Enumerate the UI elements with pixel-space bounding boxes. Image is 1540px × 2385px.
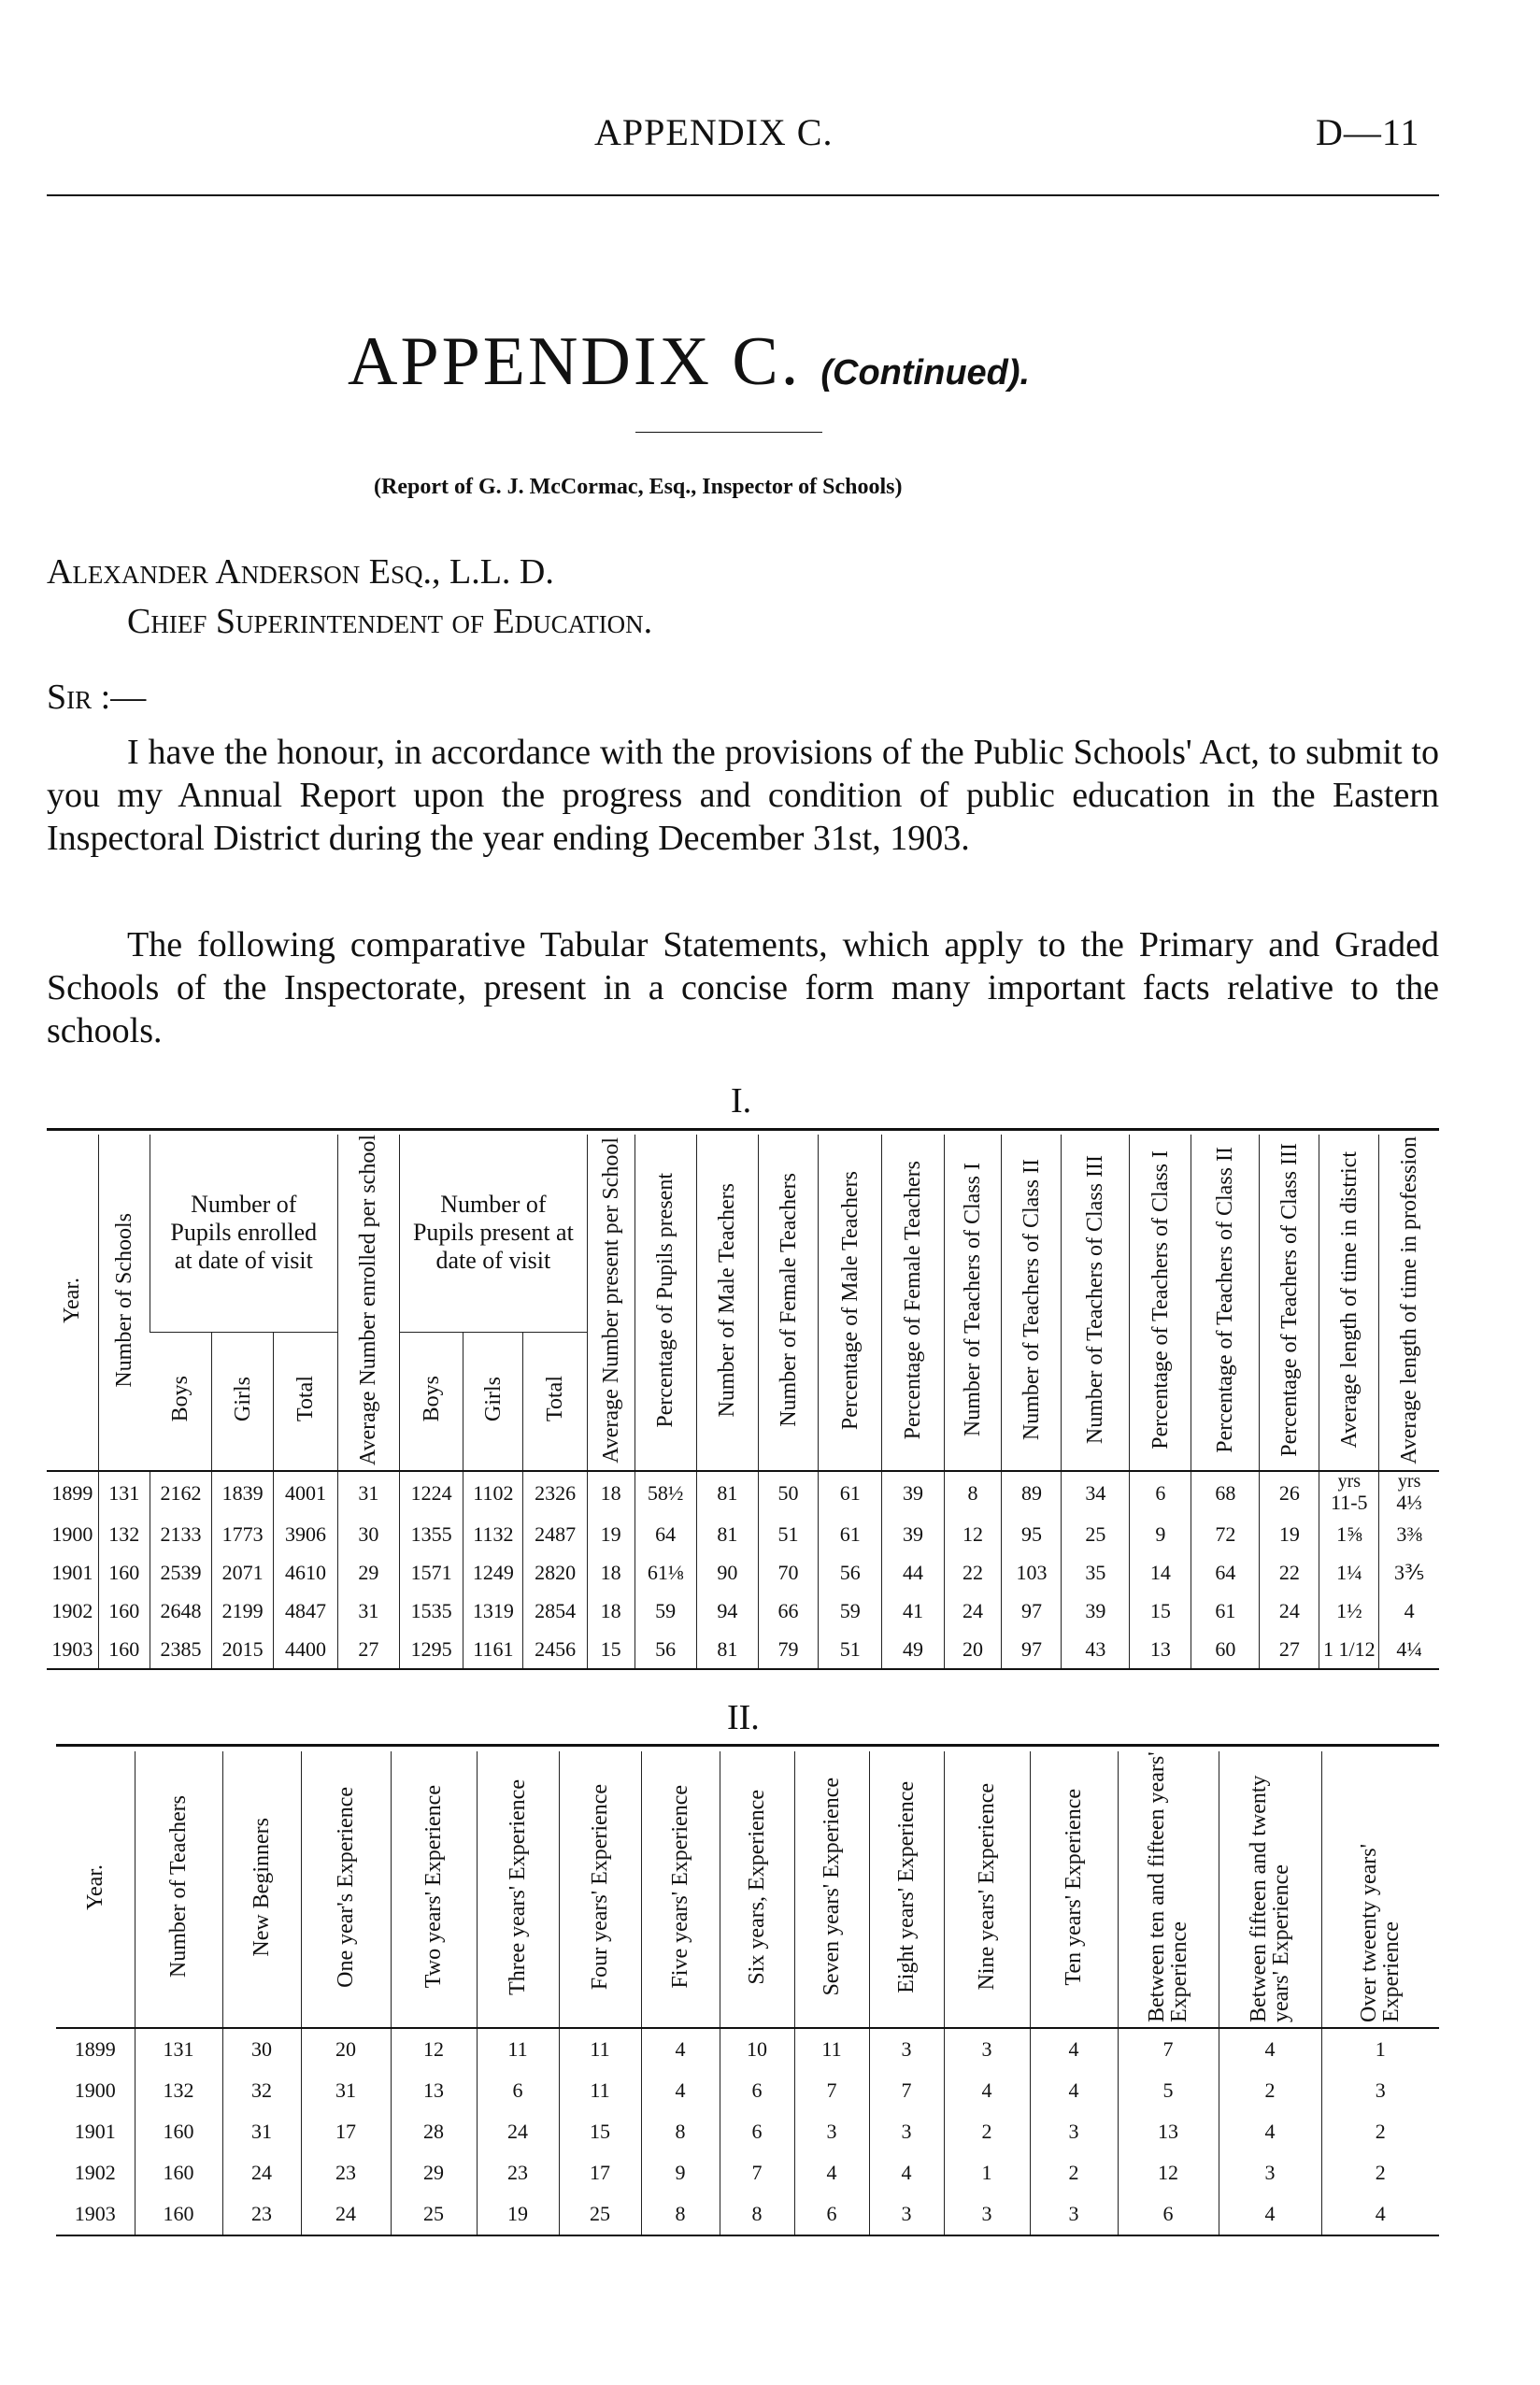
table-cell: 6 xyxy=(1130,1471,1191,1515)
table-cell: 18 xyxy=(587,1592,635,1630)
table-cell: 131 xyxy=(135,2028,222,2070)
table-cell: 1½ xyxy=(1319,1592,1379,1630)
table-row xyxy=(56,2193,1439,2235)
table-cell: 19 xyxy=(587,1515,635,1553)
table1 xyxy=(47,1135,1439,1670)
table-cell: 11 xyxy=(794,2028,869,2070)
table-cell: 3 xyxy=(869,2111,944,2152)
table-cell: 2854 xyxy=(523,1592,587,1630)
table-cell: 72 xyxy=(1191,1515,1260,1553)
title-continued: (Continued). xyxy=(820,353,1031,393)
table-cell: 2 xyxy=(1030,2152,1118,2193)
table-row xyxy=(47,1515,1439,1553)
title-main: APPENDIX C. xyxy=(348,323,802,400)
table1-top-rule xyxy=(47,1128,1439,1131)
table-cell: 39 xyxy=(1062,1592,1130,1630)
table-cell: 24 xyxy=(944,1592,1002,1630)
table-cell: 2385 xyxy=(150,1630,211,1669)
table-cell: 24 xyxy=(477,2111,559,2152)
table-cell: 4400 xyxy=(274,1630,337,1669)
table-cell: 17 xyxy=(559,2152,641,2193)
th-enrolled-total: Total xyxy=(274,1332,337,1471)
table-cell: 12 xyxy=(391,2028,477,2070)
table-cell: 4 xyxy=(1379,1592,1439,1630)
table-cell: 14 xyxy=(1130,1553,1191,1592)
table-cell: 2 xyxy=(1321,2111,1439,2152)
th-class3: Number of Teachers of Class III xyxy=(1062,1135,1130,1471)
table-row xyxy=(56,2152,1439,2193)
column-header: Four years' Experience xyxy=(559,1751,641,2028)
table-cell: 3⅜ xyxy=(1379,1515,1439,1553)
table-cell: 1319 xyxy=(463,1592,523,1630)
table-cell: 28 xyxy=(391,2111,477,2152)
table-cell: 160 xyxy=(98,1630,150,1669)
th-pct-present: Percentage of Pupils present xyxy=(635,1135,696,1471)
table-cell: 64 xyxy=(635,1515,696,1553)
th-present-total: Total xyxy=(523,1332,587,1471)
table-cell: 2 xyxy=(944,2111,1030,2152)
table-cell: 5 xyxy=(1118,2070,1219,2111)
table-cell: 50 xyxy=(759,1471,819,1515)
table-cell: 4 xyxy=(641,2028,720,2070)
table-cell: 1902 xyxy=(74,2161,116,2184)
table-cell: 3 xyxy=(1030,2193,1118,2235)
table-cell: 13 xyxy=(1118,2111,1219,2152)
column-header: Between ten and fifteen years' Experience xyxy=(1118,1751,1219,2028)
table-cell: 132 xyxy=(135,2070,222,2111)
table-cell: 4 xyxy=(1030,2028,1118,2070)
table-cell: 2199 xyxy=(212,1592,274,1630)
table-cell: 22 xyxy=(944,1553,1002,1592)
th-group-present: Number of Pupils present at date of visit xyxy=(399,1135,587,1332)
table-cell: 79 xyxy=(759,1630,819,1669)
report-subtitle: (Report of G. J. McCormac, Esq., Inspector of Schools) xyxy=(374,475,903,499)
table-cell: 3 xyxy=(944,2193,1030,2235)
table-cell: 131 xyxy=(98,1471,150,1515)
table-cell: 32 xyxy=(222,2070,301,2111)
title-rule xyxy=(635,432,822,433)
table-cell: 3 xyxy=(1219,2152,1321,2193)
table-cell: 23 xyxy=(477,2152,559,2193)
table-cell: 1900 xyxy=(74,2078,116,2102)
table-cell: 2071 xyxy=(212,1553,274,1592)
table-cell: 39 xyxy=(882,1515,944,1553)
column-header: Nine years' Experience xyxy=(944,1751,1030,2028)
table-cell: 58½ xyxy=(635,1471,696,1515)
column-header: Three years' Experience xyxy=(477,1751,559,2028)
table-cell: 29 xyxy=(391,2152,477,2193)
table-cell: 4847 xyxy=(274,1592,337,1630)
table-cell: 4 xyxy=(1219,2193,1321,2235)
th-present-girls: Girls xyxy=(463,1332,523,1471)
table-cell: 61 xyxy=(819,1515,882,1553)
table-cell: 1132 xyxy=(463,1515,523,1553)
table2-label: II. xyxy=(727,1698,760,1737)
table-row xyxy=(47,1471,1439,1515)
table-cell: 6 xyxy=(794,2193,869,2235)
table-cell: 13 xyxy=(1130,1630,1191,1669)
column-header: Over tweenty years' Experience xyxy=(1321,1751,1439,2028)
table-cell: 13 xyxy=(391,2070,477,2111)
table1-label: I. xyxy=(731,1081,752,1121)
table-cell: 17 xyxy=(301,2111,391,2152)
table-cell: 34 xyxy=(1062,1471,1130,1515)
table-cell: 3 xyxy=(794,2111,869,2152)
table-cell: 15 xyxy=(1130,1592,1191,1630)
table-cell: 2820 xyxy=(523,1553,587,1592)
table-cell: 3 xyxy=(869,2193,944,2235)
column-header: Number of Teachers xyxy=(135,1751,222,2028)
th-enrolled-girls: Girls xyxy=(212,1332,274,1471)
table-cell: 20 xyxy=(944,1630,1002,1669)
table-cell: 68 xyxy=(1191,1471,1260,1515)
table-cell: 4 xyxy=(1030,2070,1118,2111)
table-cell: 1¼ xyxy=(1319,1553,1379,1592)
table-cell: 1249 xyxy=(463,1553,523,1592)
table-cell: 44 xyxy=(882,1553,944,1592)
th-male: Number of Male Teachers xyxy=(696,1135,758,1471)
table-cell: 27 xyxy=(1260,1630,1319,1669)
table-cell: 3 xyxy=(944,2028,1030,2070)
th-avg-enrolled: Average Number enrolled per school xyxy=(337,1135,399,1471)
table-cell: 1902 xyxy=(51,1598,93,1622)
table-cell: 24 xyxy=(1260,1592,1319,1630)
column-header: Eight years' Experience xyxy=(869,1751,944,2028)
table-cell: 19 xyxy=(1260,1515,1319,1553)
addressee-title: Chief Superintendent of Education. xyxy=(127,602,653,641)
table-cell: 3⅗ xyxy=(1379,1553,1439,1592)
th-pct-female: Percentage of Female Teachers xyxy=(882,1135,944,1471)
table-cell: 4 xyxy=(794,2152,869,2193)
table-cell: 31 xyxy=(222,2111,301,2152)
table-cell: 60 xyxy=(1191,1630,1260,1669)
table-cell: 2133 xyxy=(150,1515,211,1553)
table-cell: 4 xyxy=(1219,2028,1321,2070)
th-group-enrolled: Number of Pupils enrolled at date of visit xyxy=(150,1135,337,1332)
table-cell: 2015 xyxy=(212,1630,274,1669)
table-cell: 160 xyxy=(135,2152,222,2193)
th-pct-class2: Percentage of Teachers of Class II xyxy=(1191,1135,1260,1471)
table-cell: 7 xyxy=(720,2152,794,2193)
table-cell: 103 xyxy=(1002,1553,1062,1592)
th-female: Number of Female Teachers xyxy=(759,1135,819,1471)
table-cell: 2 xyxy=(1219,2070,1321,2111)
table-cell: 31 xyxy=(301,2070,391,2111)
table-cell: 97 xyxy=(1002,1592,1062,1630)
table-cell: 25 xyxy=(391,2193,477,2235)
table-cell: 11 xyxy=(477,2028,559,2070)
table-cell: 9 xyxy=(1130,1515,1191,1553)
table-cell: 4610 xyxy=(274,1553,337,1592)
table-cell: 15 xyxy=(587,1630,635,1669)
table-cell: 1899 xyxy=(51,1481,93,1506)
th-class1: Number of Teachers of Class I xyxy=(944,1135,1002,1471)
table-cell: 2456 xyxy=(523,1630,587,1669)
table-cell: 160 xyxy=(98,1553,150,1592)
table-cell: 41 xyxy=(882,1592,944,1630)
table-cell: 30 xyxy=(337,1515,399,1553)
table-cell: 160 xyxy=(135,2111,222,2152)
table-cell: 3 xyxy=(1030,2111,1118,2152)
table-cell: 81 xyxy=(696,1630,758,1669)
table-cell: 1224 xyxy=(399,1471,463,1515)
table-cell: 25 xyxy=(559,2193,641,2235)
table-cell: 2162 xyxy=(150,1471,211,1515)
column-header: New Beginners xyxy=(222,1751,301,2028)
table-cell: 160 xyxy=(135,2193,222,2235)
table-cell: 6 xyxy=(1118,2193,1219,2235)
table-row xyxy=(56,2111,1439,2152)
table-cell: 4 xyxy=(1219,2111,1321,2152)
table-cell: 12 xyxy=(944,1515,1002,1553)
table-cell: 1571 xyxy=(399,1553,463,1592)
table-cell: 12 xyxy=(1118,2152,1219,2193)
table-cell: 1⅝ xyxy=(1319,1515,1379,1553)
table-cell: 19 xyxy=(477,2193,559,2235)
table-cell: 3 xyxy=(869,2028,944,2070)
table-cell: 1903 xyxy=(74,2202,116,2225)
table-cell: 1773 xyxy=(212,1515,274,1553)
table-cell: 4001 xyxy=(274,1471,337,1515)
table-cell: 49 xyxy=(882,1630,944,1669)
table-cell: 1535 xyxy=(399,1592,463,1630)
table-cell: 25 xyxy=(1062,1515,1130,1553)
table-cell: 11 xyxy=(559,2070,641,2111)
table-cell: 61 xyxy=(819,1471,882,1515)
table-row xyxy=(47,1553,1439,1592)
th-enrolled-boys: Boys xyxy=(150,1332,211,1471)
table-cell: 8 xyxy=(944,1471,1002,1515)
table-cell: 51 xyxy=(759,1515,819,1553)
page-number: D—11 xyxy=(1316,111,1420,153)
table-cell: 11 xyxy=(559,2028,641,2070)
column-header: Five years' Experience xyxy=(641,1751,720,2028)
table-cell: 1899 xyxy=(74,2037,116,2061)
table-cell: 39 xyxy=(882,1471,944,1515)
th-avg-present: Average Number present per School xyxy=(587,1135,635,1471)
th-schools: Number of Schools xyxy=(98,1135,150,1471)
table-cell: 4 xyxy=(869,2152,944,2193)
table-cell: 35 xyxy=(1062,1553,1130,1592)
table-cell: 8 xyxy=(720,2193,794,2235)
table-cell: 3906 xyxy=(274,1515,337,1553)
table-cell: 1355 xyxy=(399,1515,463,1553)
units-label: yrs xyxy=(1337,1471,1362,1492)
table-cell: 61 xyxy=(1191,1592,1260,1630)
table-cell: 4¼ xyxy=(1379,1630,1439,1669)
table-cell: 4 xyxy=(944,2070,1030,2111)
table-cell: 1295 xyxy=(399,1630,463,1669)
table-cell: 51 xyxy=(819,1630,882,1669)
column-header: Between fifteen and twenty years' Experience xyxy=(1219,1751,1321,2028)
table-cell: 66 xyxy=(759,1592,819,1630)
table-cell: 81 xyxy=(696,1471,758,1515)
table-cell: 3 xyxy=(1321,2070,1439,2111)
th-pct-class1: Percentage of Teachers of Class I xyxy=(1130,1135,1191,1471)
column-header: One year's Experience xyxy=(301,1751,391,2028)
table-cell: 23 xyxy=(222,2193,301,2235)
column-header: Ten years' Experience xyxy=(1030,1751,1118,2028)
table-cell: 1901 xyxy=(51,1560,93,1584)
table-cell: 6 xyxy=(720,2111,794,2152)
addressee: Alexander Anderson Esq., L.L. D. xyxy=(47,552,554,592)
table-cell: 4 xyxy=(641,2070,720,2111)
table-cell: 89 xyxy=(1002,1471,1062,1515)
table-cell: 1903 xyxy=(51,1636,93,1661)
table-cell: 27 xyxy=(337,1630,399,1669)
table-row xyxy=(47,1592,1439,1630)
table-cell: 90 xyxy=(696,1553,758,1592)
table-cell: 1 xyxy=(944,2152,1030,2193)
table-cell: 94 xyxy=(696,1592,758,1630)
table-cell: 61⅛ xyxy=(635,1553,696,1592)
table-cell: 7 xyxy=(869,2070,944,2111)
th-pct-class3: Percentage of Teachers of Class III xyxy=(1260,1135,1319,1471)
table-cell: 1161 xyxy=(463,1630,523,1669)
table2-top-rule xyxy=(56,1744,1439,1747)
table-cell: 7 xyxy=(1118,2028,1219,2070)
table-cell: 2326 xyxy=(523,1471,587,1515)
table-cell: 97 xyxy=(1002,1630,1062,1669)
table-cell: 1102 xyxy=(463,1471,523,1515)
th-present-boys: Boys xyxy=(399,1332,463,1471)
table-cell: 6 xyxy=(720,2070,794,2111)
table-cell: 56 xyxy=(819,1553,882,1592)
table-row xyxy=(47,1630,1439,1669)
table-cell: 160 xyxy=(98,1592,150,1630)
table-row xyxy=(56,2028,1439,2070)
table-cell: 8 xyxy=(641,2111,720,2152)
table-cell: 95 xyxy=(1002,1515,1062,1553)
table-cell: 24 xyxy=(222,2152,301,2193)
table-cell: 7 xyxy=(794,2070,869,2111)
page-title xyxy=(348,322,1030,402)
header-rule xyxy=(47,194,1439,196)
th-pct-male: Percentage of Male Teachers xyxy=(819,1135,882,1471)
table-cell: 30 xyxy=(222,2028,301,2070)
th-avg-profession: Average length of time in profession xyxy=(1379,1135,1439,1471)
table-cell: 4 xyxy=(1321,2193,1439,2235)
paragraph-intro: I have the honour, in accordance with the provisions of the Public Schools' Act, to submit to you my Annual Report upon the progress and condition of public education in the Eastern Inspectoral District during the year ending December 31st, 1903. xyxy=(47,733,1439,858)
column-header: Year. xyxy=(56,1751,135,2028)
running-header-left: APPENDIX C. xyxy=(594,111,834,153)
table-cell: 1 xyxy=(1321,2028,1439,2070)
column-header: Six years, Experience xyxy=(720,1751,794,2028)
table-cell: 26 xyxy=(1260,1471,1319,1515)
table-cell: 31 xyxy=(337,1592,399,1630)
paragraph-tables: The following comparative Tabular Statements, which apply to the Primary and Graded Schools of the Inspectorate, present in a concise form many important facts relative to the schools. xyxy=(47,925,1439,1050)
table-cell: 29 xyxy=(337,1553,399,1592)
table-cell: 1 1/12 xyxy=(1319,1630,1379,1669)
table-cell: yrs 11-5 xyxy=(1319,1471,1379,1515)
table-cell: 8 xyxy=(641,2193,720,2235)
table-cell: 23 xyxy=(301,2152,391,2193)
th-avg-district: Average length of time in district xyxy=(1319,1135,1379,1471)
table-cell: 81 xyxy=(696,1515,758,1553)
table-cell: 59 xyxy=(635,1592,696,1630)
table-cell: 1839 xyxy=(212,1471,274,1515)
table-cell: 2487 xyxy=(523,1515,587,1553)
table-cell: 1901 xyxy=(74,2120,116,2143)
table-cell: 132 xyxy=(98,1515,150,1553)
table-cell: 18 xyxy=(587,1471,635,1515)
table-cell: 22 xyxy=(1260,1553,1319,1592)
th-class2: Number of Teachers of Class II xyxy=(1002,1135,1062,1471)
table-cell: 2648 xyxy=(150,1592,211,1630)
column-header: Seven years' Experience xyxy=(794,1751,869,2028)
table2 xyxy=(56,1751,1439,2236)
table-cell: yrs 4⅓ xyxy=(1379,1471,1439,1515)
units-label: yrs xyxy=(1397,1471,1421,1492)
table-cell: 24 xyxy=(301,2193,391,2235)
salutation: Sir :— xyxy=(47,678,147,717)
table-cell: 10 xyxy=(720,2028,794,2070)
table-cell: 1900 xyxy=(51,1521,93,1546)
table-cell: 2 xyxy=(1321,2152,1439,2193)
table-cell: 9 xyxy=(641,2152,720,2193)
table-cell: 31 xyxy=(337,1471,399,1515)
table-cell: 43 xyxy=(1062,1630,1130,1669)
table-cell: 20 xyxy=(301,2028,391,2070)
table-cell: 64 xyxy=(1191,1553,1260,1592)
table-row xyxy=(56,2070,1439,2111)
table-cell: 2539 xyxy=(150,1553,211,1592)
table-cell: 6 xyxy=(477,2070,559,2111)
table-cell: 70 xyxy=(759,1553,819,1592)
column-header: Two years' Experience xyxy=(391,1751,477,2028)
table-cell: 56 xyxy=(635,1630,696,1669)
th-year: Year. xyxy=(47,1135,98,1471)
table-cell: 15 xyxy=(559,2111,641,2152)
table-cell: 18 xyxy=(587,1553,635,1592)
table-cell: 59 xyxy=(819,1592,882,1630)
